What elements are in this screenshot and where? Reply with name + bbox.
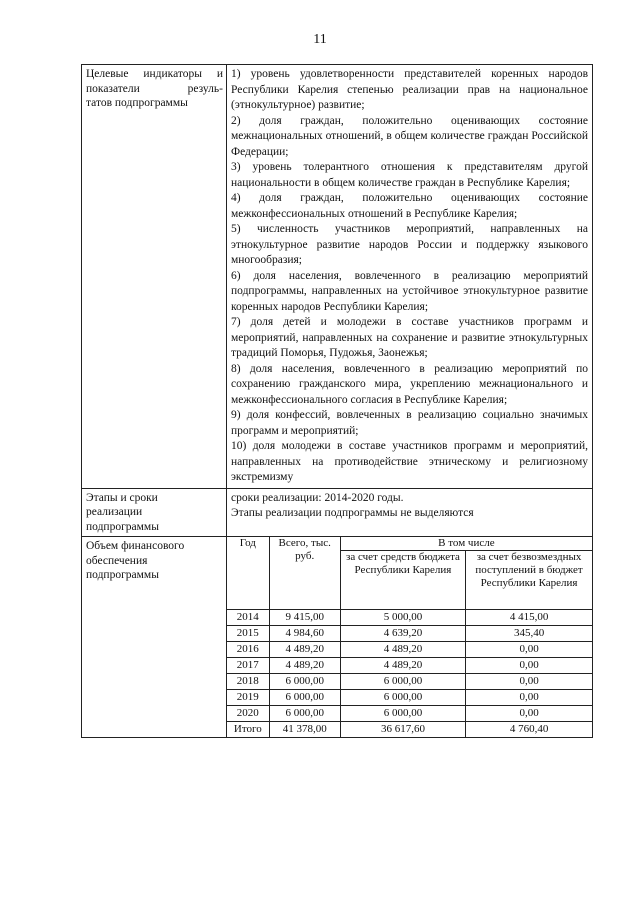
indicator-item: 3) уровень толерантного отношения к представителям другой национальности в общем количестве граждан в Республике Карелия; [231, 161, 588, 189]
cell-year: 2017 [227, 658, 269, 674]
cell-year: 2020 [227, 706, 269, 722]
cell-total: 41 378,00 [269, 722, 340, 738]
cell-free-receipts: 0,00 [466, 706, 592, 722]
stages-label-line: подпрограммы [86, 520, 159, 533]
cell-year: 2019 [227, 690, 269, 706]
cell-free-receipts: 4 760,40 [466, 722, 592, 738]
indicator-item: 4) доля граждан, положительно оценивающих состояние межконфессиональных отношений в Республике Карелия; [231, 192, 588, 220]
finance-data-row [227, 626, 592, 642]
indicator-item: 1) уровень удовлетворенности представителей коренных народов Республики Карелия степенью реализации прав на национальное (этнокультурное) развитие; [231, 68, 588, 111]
stages-label-line: Этапы и сроки [86, 491, 158, 504]
stages-row [82, 488, 593, 537]
cell-total: 4 489,20 [269, 642, 340, 658]
page-number: 11 [313, 32, 327, 47]
finance-content [227, 537, 593, 738]
subprogram-passport-table [81, 64, 593, 738]
cell-total: 6 000,00 [269, 706, 340, 722]
cell-budget: 6 000,00 [340, 690, 465, 706]
finance-data-row [227, 722, 592, 738]
indicators-label-line: показатели резуль- [86, 82, 223, 95]
cell-budget: 4 489,20 [340, 642, 465, 658]
indicators-label-line: татов подпрограммы [86, 97, 188, 109]
finance-table [227, 537, 592, 737]
finance-row [82, 537, 593, 738]
cell-budget: 5 000,00 [340, 610, 465, 626]
cell-budget: 4 489,20 [340, 658, 465, 674]
header-free-receipts: за счет безвозмездных поступлений в бюджет Республики Карелия [466, 551, 592, 610]
cell-free-receipts: 4 415,00 [466, 610, 592, 626]
cell-total: 9 415,00 [269, 610, 340, 626]
header-total: Всего, тыс. руб. [269, 537, 340, 610]
finance-header-row [227, 537, 592, 551]
cell-total: 4 489,20 [269, 658, 340, 674]
finance-label [82, 537, 227, 738]
cell-year: 2014 [227, 610, 269, 626]
indicator-item: 6) доля населения, вовлеченного в реализацию мероприятий подпрограммы, направленных на устойчивое этнокультурное развитие коренных народов Республики Карелия; [231, 269, 588, 313]
cell-free-receipts: 345,40 [466, 626, 592, 642]
cell-budget: 36 617,60 [340, 722, 465, 738]
cell-year: 2016 [227, 642, 269, 658]
indicator-item: 8) доля населения, вовлеченного в реализацию мероприятий по сохранению гражданского мира, укреплению межнационального и межконфессионального согласия в Республике Карелия; [231, 362, 588, 406]
indicator-item: 9) доля конфессий, вовлеченных в реализацию социально значимых программ и мероприятий; [231, 409, 588, 437]
cell-total: 6 000,00 [269, 690, 340, 706]
finance-data-row [227, 674, 592, 690]
cell-budget: 4 639,20 [340, 626, 465, 642]
finance-data-row [227, 658, 592, 674]
finance-label-line: обеспечения [86, 554, 148, 567]
finance-data-row [227, 642, 592, 658]
indicators-label [82, 65, 227, 489]
indicators-content [227, 65, 593, 489]
finance-label-line: подпрограммы [86, 569, 159, 581]
finance-data-row [227, 706, 592, 722]
cell-budget: 6 000,00 [340, 674, 465, 690]
header-budget: за счет средств бюджета Республики Карелия [340, 551, 465, 610]
stages-label [82, 488, 227, 537]
cell-year: 2018 [227, 674, 269, 690]
cell-free-receipts: 0,00 [466, 642, 592, 658]
stages-label-line: реализации [86, 506, 143, 518]
stages-content [227, 488, 593, 537]
indicators-row [82, 65, 593, 489]
cell-year: 2015 [227, 626, 269, 642]
stages-line: Этапы реализации подпрограммы не выделяются [231, 507, 474, 519]
finance-data-row [227, 610, 592, 626]
cell-free-receipts: 0,00 [466, 690, 592, 706]
indicators-label-line: Целевые индикаторы и [86, 68, 223, 80]
indicator-item: 7) доля детей и молодежи в составе участников программ и мероприятий, направленных на сохранение и развитие этнокультурных традиций Поморья, Пудожья, Заонежья; [231, 316, 588, 359]
indicator-item: 5) численность участников мероприятий, направленных на этнокультурное развитие народов России и поддержку языкового многообразия; [231, 223, 588, 266]
cell-budget: 6 000,00 [340, 706, 465, 722]
stages-line: сроки реализации: 2014-2020 годы. [231, 491, 404, 504]
indicator-item: 10) доля молодежи в составе участников программ и мероприятий, направленных на противодействие этническому и религиозному экстремизму [231, 440, 588, 483]
cell-total: 4 984,60 [269, 626, 340, 642]
finance-data-row [227, 690, 592, 706]
cell-year: Итого [227, 722, 269, 738]
indicator-item: 2) доля граждан, положительно оценивающих состояние межнациональных отношений, в общем количестве граждан Российской Федерации; [231, 114, 588, 158]
finance-label-line: Объем финансового [86, 540, 185, 552]
cell-free-receipts: 0,00 [466, 658, 592, 674]
header-year: Год [227, 537, 269, 610]
header-including: В том числе [340, 537, 592, 551]
cell-total: 6 000,00 [269, 674, 340, 690]
cell-free-receipts: 0,00 [466, 674, 592, 690]
